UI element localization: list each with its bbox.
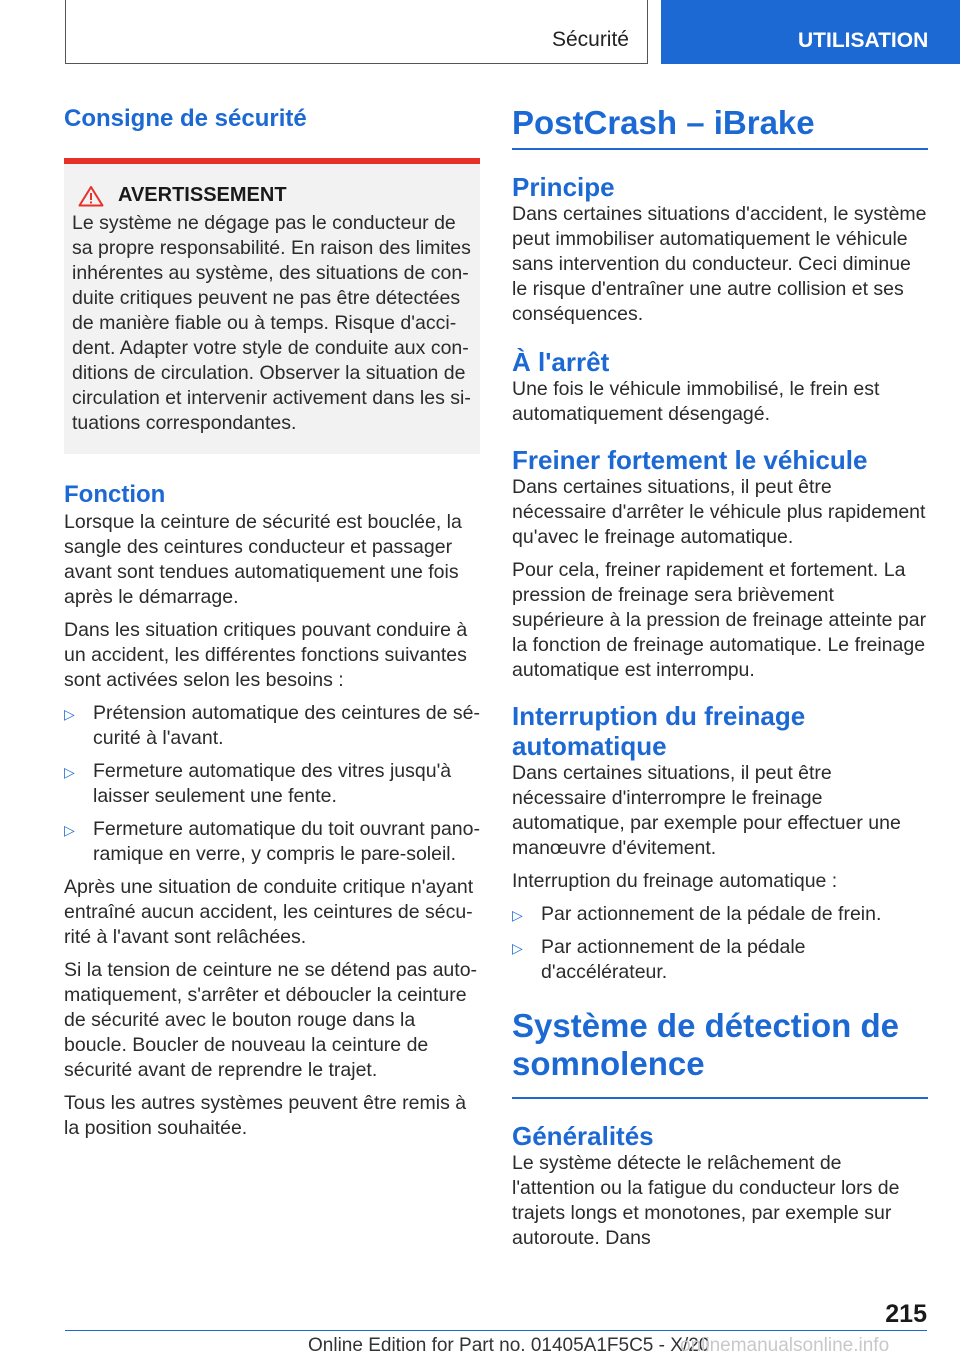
left-column <box>64 104 480 1149</box>
warning-text: Le système ne dégage pas le conducteur de sa propre responsabilité. En raison des limites inhérentes au système, des situations de conduite critiques peuvent ne pas être détectées de manière fiable ou à temps. Risque d'accident. Adapter votre style de conduite aux conditions de circulation. Observer la situation de circulation et intervenir activement dans les situations correspondantes. <box>72 212 471 434</box>
interruption-paragraph-1: Dans certaines situations, il peut être nécessaire d'interrompre le freinage automatique, par exemple pour effectuer une manœuvre d'évitement. <box>512 762 901 859</box>
section-divider <box>512 148 928 150</box>
fonction-paragraph-3: Après une situation de conduite critique n'ayant entraîné aucun accident, les ceintures de sécurité à l'avant sont relâchées. <box>64 876 474 948</box>
fonction-paragraph-2: Dans les situation critiques pouvant conduire à un accident, les différentes fonctions suivantes sont activées selon les besoins : <box>64 619 468 691</box>
fonction-bullet-list <box>64 701 480 867</box>
fonction-paragraph-4: Si la tension de ceinture ne se détend pas automatiquement, s'arrêter et déboucler la ceinture de sécurité avec le bouton rouge dans la boucle. Boucler de nouveau la ceinture de sécurité avant de reprendre le trajet. <box>64 959 478 1081</box>
warning-label: AVERTISSEMENT <box>118 184 287 206</box>
page-number: 215 <box>885 1300 927 1328</box>
list-item: ▷ Fermeture automatique du toit ouvrant panoramique en verre, y compris le pare-soleil. <box>64 818 480 865</box>
fonction-paragraph-5: Tous les autres systèmes peuvent être remis à la position souhaitée. <box>64 1092 467 1139</box>
arret-text: Une fois le véhicule immobilisé, le frein est automatiquement désengagé. <box>512 378 880 425</box>
fonction-paragraph-1: Lorsque la ceinture de sécurité est bouclée, la sangle des ceintures conducteur et passager avant sont tendues automatiquement une fois après le démarrage. <box>64 511 462 608</box>
warning-header <box>72 164 472 207</box>
postcrash-title: PostCrash – iBrake <box>512 104 815 141</box>
footer-watermark: onlinemanualsonline.info <box>680 1335 890 1356</box>
list-item: ▷ Par actionnement de la pédale d'accélérateur. <box>512 936 806 983</box>
freiner-paragraph-1: Dans certaines situations, il peut être nécessaire d'arrêter le véhicule plus rapidement qu'avec le freinage automatique. <box>512 476 926 548</box>
footer-edition: Online Edition for Part no. 01405A1F5C5 - X/20 <box>308 1335 710 1356</box>
freiner-paragraph-2: Pour cela, freiner rapidement et fortement. La pression de freinage sera brièvement supérieure à la pression de freinage atteinte par la fonction de freinage automatique. Le freinage automatique est interrompu. <box>512 559 927 681</box>
freiner-title: Freiner fortement le véhicule <box>512 445 868 475</box>
header-section-label: Sécurité <box>551 28 629 51</box>
bullet-triangle-icon: ▷ <box>64 764 75 780</box>
list-item: ▷ Par actionnement de la pédale de frein. <box>512 902 928 927</box>
header-chapter-tab <box>661 0 960 64</box>
safety-notice-title: Consigne de sécurité <box>64 105 307 132</box>
list-item: ▷ Fermeture automatique des vitres jusqu'à laisser seulement une fente. <box>64 760 452 807</box>
interruption-paragraph-2: Interruption du freinage automatique : <box>512 870 838 892</box>
warning-box <box>64 158 480 454</box>
warning-triangle-icon <box>78 185 104 207</box>
footer-divider <box>65 1330 927 1331</box>
interruption-title: Interruption du freinage automatique <box>512 701 806 761</box>
bullet-triangle-icon: ▷ <box>64 706 75 722</box>
principe-title: Principe <box>512 172 615 202</box>
generalites-title: Généralités <box>512 1121 654 1151</box>
principe-text: Dans certaines situations d'accident, le système peut immobiliser automatiquement le véhicule sans intervention du conducteur. Ceci diminue le risque d'entraîner une autre collision et ses conséquences. <box>512 203 927 325</box>
section-divider <box>512 1097 928 1099</box>
generalites-text: Le système détecte le relâchement de l'attention ou la fatigue du conducteur lors de trajets longs et monotones, par exemple sur autoroute. Dans <box>512 1152 900 1249</box>
systeme-title: Système de détection de somnolence <box>512 1007 899 1082</box>
bullet-triangle-icon: ▷ <box>512 907 523 923</box>
header-section-box <box>65 0 648 64</box>
list-item: ▷ Prétension automatique des ceintures de sécurité à l'avant. <box>64 702 480 749</box>
right-column <box>512 104 928 1259</box>
interruption-bullet-list <box>512 902 928 985</box>
bullet-triangle-icon: ▷ <box>64 822 75 838</box>
bullet-triangle-icon: ▷ <box>512 940 523 956</box>
arret-title: À l'arrêt <box>512 347 610 377</box>
header-chapter-label: UTILISATION <box>798 29 929 52</box>
fonction-title: Fonction <box>64 481 166 508</box>
